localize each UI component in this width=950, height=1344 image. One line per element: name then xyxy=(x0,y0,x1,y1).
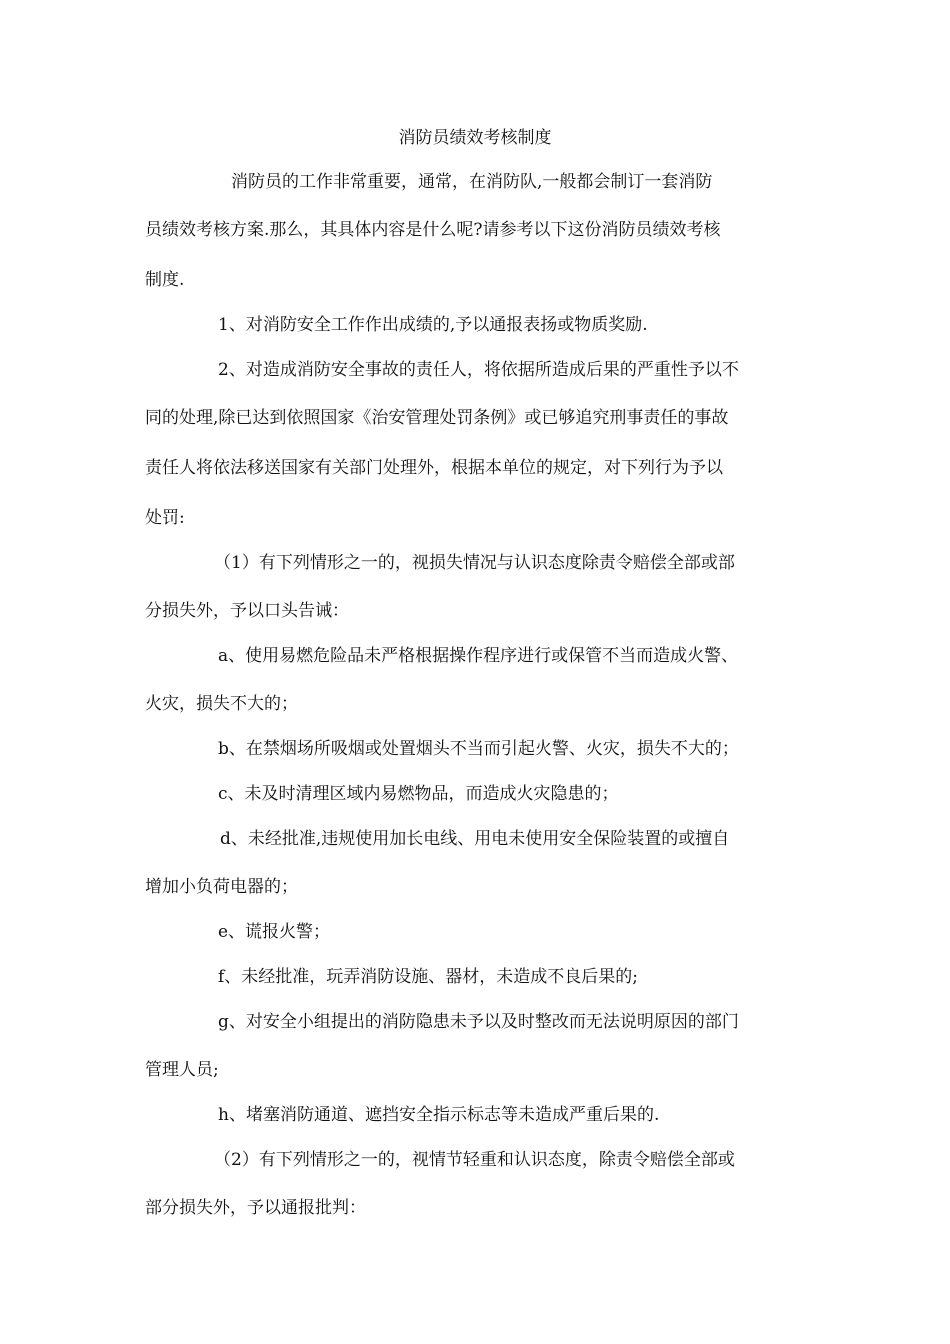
body-line: d、未经批准,违规使用加长电线、用电未使用安全保险装置的或擅自 xyxy=(220,829,730,849)
body-line: c、未及时清理区域内易燃物品，而造成火灾隐患的； xyxy=(218,784,619,804)
document-title: 消防员绩效考核制度 xyxy=(398,128,552,148)
body-line: 责任人将依法移送国家有关部门处理外，根据本单位的规定，对下列行为予以 xyxy=(145,458,723,478)
body-line: 火灾，损失不大的； xyxy=(145,694,298,714)
body-line: f、未经批准，玩弄消防设施、器材，未造成不良后果的; xyxy=(218,967,639,987)
body-line: 部分损失外，予以通报批判： xyxy=(145,1198,366,1218)
body-line: h、堵塞消防通道、遮挡安全指示标志等未造成严重后果的. xyxy=(218,1105,660,1125)
body-line: 增加小负荷电器的； xyxy=(145,877,298,897)
body-line: 处罚: xyxy=(145,508,185,528)
body-line: a、使用易燃危险品未严格根据操作程序进行或保管不当而造成火警、 xyxy=(218,646,739,666)
body-line: （2）有下列情形之一的，视情节轻重和认识态度，除责令赔偿全部或 xyxy=(214,1150,735,1170)
body-line: 管理人员; xyxy=(145,1060,219,1080)
body-line: 员绩效考核方案.那么，其具体内容是什么呢?请参考以下这份消防员绩效考核 xyxy=(145,220,721,240)
body-line: 消防员的工作非常重要，通常，在消防队,一般都会制订一套消防 xyxy=(231,172,713,192)
body-line: b、在禁烟场所吸烟或处置烟头不当而引起火警、火灾，损失不大的； xyxy=(218,739,739,759)
body-line: 同的处理,除已达到依照国家《治安管理处罚条例》或已够追究刑事责任的事故 xyxy=(145,408,729,428)
body-line: 制度. xyxy=(145,270,185,290)
body-line: 分损失外，予以口头告诫： xyxy=(145,601,349,621)
body-line: e、谎报火警； xyxy=(218,922,331,942)
body-line: 1、对消防安全工作作出成绩的,予以通报表扬或物质奖励. xyxy=(218,315,648,335)
body-line: 2、对造成消防安全事故的责任人，将依据所造成后果的严重性予以不 xyxy=(218,360,739,380)
body-line: g、对安全小组提出的消防隐患未予以及时整改而无法说明原因的部门 xyxy=(218,1012,739,1032)
body-line: （1）有下列情形之一的，视损失情况与认识态度除责令赔偿全部或部 xyxy=(214,553,735,573)
